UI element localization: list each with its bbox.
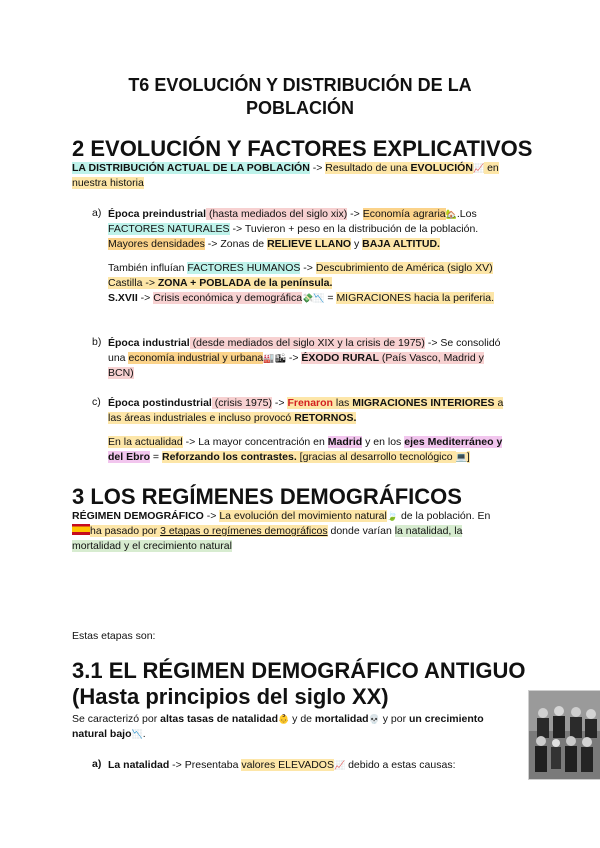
text: = [150, 451, 162, 463]
intro-evolution: EVOLUCIÓN [410, 162, 473, 174]
text: -> Tuvieron + peso en la distribución de la población. [229, 223, 479, 235]
demographic-regime: RÉGIMEN DEMOGRÁFICO [72, 510, 204, 522]
era-dates: (desde mediados del siglo XIX y la crisis de 1975) [189, 337, 425, 349]
text: = [324, 292, 337, 304]
text: -> Presentaba [169, 759, 242, 771]
list-label-c: c) [92, 396, 101, 408]
low-altitude: BAJA ALTITUD. [362, 238, 440, 250]
arrow: -> [137, 292, 154, 304]
rural-exodus: ÉXODO RURAL [301, 352, 379, 364]
list-label-3-1-a: a) [92, 758, 102, 770]
list-label-a: a) [92, 207, 102, 219]
natural-movement: La evolución del movimiento natural [219, 510, 387, 522]
natality-label: La natalidad [108, 759, 170, 771]
item-a-preindustrial [108, 207, 533, 306]
ebro-axis: del Ebro [108, 451, 151, 463]
most-populated-zone: ZONA + POBLADA de la península. [157, 277, 333, 289]
discovery-america: Descubrimiento de América (siglo XV) [315, 262, 493, 274]
chart-down-icon: 📉 [131, 729, 143, 739]
text: -> La mayor concentración en [182, 436, 328, 448]
natural-factors: FACTORES NATURALES [108, 223, 230, 235]
section-3-1-text [72, 712, 522, 742]
arrow: -> [271, 397, 288, 409]
castilla: Castilla -> [108, 277, 158, 289]
text: y en los [362, 436, 405, 448]
era-preindustrial: Época preindustrial [108, 208, 207, 220]
economic-crisis: Crisis económica y demográfica [153, 292, 303, 304]
item-c-postindustrial [108, 396, 533, 465]
flat-relief: RELIEVE LLANO [267, 238, 352, 250]
factory-city-icon: 🏭🏙 [263, 353, 286, 363]
text: de la población. En [398, 510, 491, 522]
title-line-2: POBLACIÓN [246, 98, 354, 118]
list-label-b: b) [92, 336, 102, 348]
section-3-1-subheading: (Hasta principios del siglo XX) [72, 684, 389, 709]
title-line-1: T6 EVOLUCIÓN Y DISTRIBUCIÓN DE LA [128, 75, 472, 95]
arrow: -> [285, 352, 302, 364]
high-values: valores ELEVADOS [241, 759, 334, 771]
migrations: MIGRACIONES hacia la periferia. [336, 292, 494, 304]
text: .Los [456, 208, 477, 220]
text: las [332, 397, 353, 409]
arrow: -> [309, 162, 326, 174]
text: y de [289, 713, 315, 725]
text: -> Se consolidó [424, 337, 501, 349]
arrow: -> [203, 510, 220, 522]
chart-up-icon: 📈 [333, 760, 346, 770]
returns: RETORNOS. [294, 412, 357, 424]
human-factors: FACTORES HUMANOS [187, 262, 301, 274]
arrow: -> [347, 208, 363, 220]
natality-item [108, 758, 528, 773]
intro-en: en [484, 162, 499, 174]
century-xvii: S.XVII [108, 292, 138, 304]
mortality: mortalidad [314, 713, 369, 725]
tech-note: [gracias al desarrollo tecnológico [296, 451, 456, 463]
text: ] [466, 451, 470, 463]
text: y por [379, 713, 410, 725]
era-dates: (hasta mediados del siglo xix) [206, 208, 348, 220]
text: . [142, 728, 146, 740]
section-3-1-heading: 3.1 EL RÉGIMEN DEMOGRÁFICO ANTIGUO [72, 658, 526, 683]
text: las áreas industriales e incluso provocó [108, 412, 295, 424]
text: una [108, 352, 129, 364]
spain-flag-icon [72, 524, 90, 535]
mortality-growth: mortalidad y el crecimiento natural [72, 540, 232, 552]
regions-end: BCN) [108, 367, 134, 379]
chart-up-icon: 📈 [472, 163, 485, 173]
era-industrial: Época industrial [108, 337, 190, 349]
high-birth-rates: altas tasas de natalidad [160, 713, 279, 725]
era-postindustrial: Época postindustrial [108, 397, 212, 409]
era-dates: (crisis 1975) [211, 397, 272, 409]
reinforcing-contrasts: Reforzando los contrastes. [161, 451, 297, 463]
historical-family-photo [528, 690, 600, 780]
section-2-intro [72, 161, 532, 191]
text: También influían [108, 262, 188, 274]
low-growth: un crecimiento [409, 713, 484, 725]
baby-icon: 👶 [278, 714, 290, 724]
currently: En la actualidad [108, 436, 183, 448]
money-chart-down-icon: 💸📉 [302, 293, 325, 303]
skull-icon: 💀 [368, 714, 380, 724]
intro-history: nuestra historia [72, 177, 144, 189]
intro-result: Resultado de una [325, 162, 411, 174]
text: y [351, 238, 363, 250]
section-2-heading: 2 EVOLUCIÓN Y FACTORES EXPLICATIVOS [72, 136, 533, 161]
leaf-icon: 🍃 [386, 511, 399, 521]
document-title [0, 74, 600, 120]
regions: (País Vasco, Madrid y [378, 352, 484, 364]
arrow: -> [300, 262, 316, 274]
text: debido a estas causas: [345, 759, 456, 771]
stages-intro: Estas etapas son: [72, 630, 156, 642]
stopped: Frenaron [287, 397, 333, 409]
low-growth-end: natural bajo [72, 728, 132, 740]
industrial-economy: economía industrial y urbana [128, 352, 264, 364]
internal-migrations: MIGRACIONES INTERIORES [352, 397, 495, 409]
higher-densities: Mayores densidades [108, 238, 205, 250]
text: donde varían [327, 525, 395, 537]
madrid: Madrid [327, 436, 363, 448]
mediterranean-axis: ejes Mediterráneo y [404, 436, 503, 448]
agrarian-economy: Economía agraria [362, 208, 446, 220]
laptop-icon: 💻 [455, 452, 467, 462]
text: Se caracterizó por [72, 713, 161, 725]
three-stages: 3 etapas o regímenes demográficos [160, 525, 328, 537]
text: ha pasado por [90, 525, 161, 537]
section-3-intro [72, 509, 532, 554]
intro-subject: LA DISTRIBUCIÓN ACTUAL DE LA POBLACIÓN [72, 162, 310, 174]
natality: la natalidad, la [394, 525, 463, 537]
text: a [494, 397, 504, 409]
item-b-industrial [108, 336, 533, 381]
text: -> Zonas de [204, 238, 268, 250]
section-3-heading: 3 LOS REGÍMENES DEMOGRÁFICOS [72, 484, 462, 509]
house-icon: 🏡 [445, 209, 457, 219]
